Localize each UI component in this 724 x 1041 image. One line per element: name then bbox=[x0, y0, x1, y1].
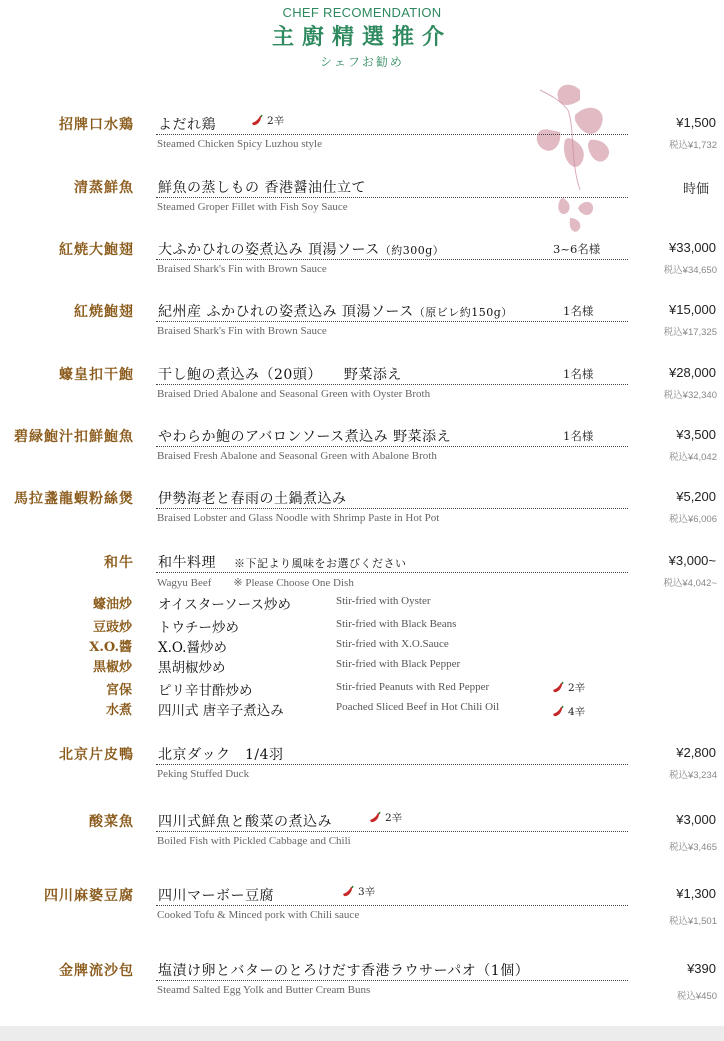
item-price: ¥3,500 bbox=[676, 427, 716, 442]
dotted-separator bbox=[156, 831, 628, 832]
item-japanese-name: よだれ鶏 bbox=[158, 117, 216, 133]
item-price: ¥3,000~ bbox=[668, 553, 716, 568]
item-price: ¥390 bbox=[687, 961, 716, 976]
dotted-separator bbox=[156, 384, 628, 385]
item-japanese-name: 北京ダック 1/4羽 bbox=[158, 747, 284, 763]
item-english-name: Steamed Chicken Spicy Luzhou style bbox=[157, 138, 322, 150]
item-english-name bbox=[157, 576, 354, 589]
option-english-name: Stir-fried with X.O.Sauce bbox=[336, 638, 449, 650]
item-price-tax-included: 税込¥32,340 bbox=[663, 390, 717, 401]
option-japanese-name: トウチー炒め bbox=[158, 620, 239, 636]
item-price-tax-included: 税込¥1,732 bbox=[668, 140, 717, 151]
item-japanese-name: 塩漬け卵とバターのとろけだす香港ラウサーパオ（1個） bbox=[158, 963, 530, 979]
item-english-name: Peking Stuffed Duck bbox=[157, 768, 250, 780]
option-english-name: Stir-fried with Oyster bbox=[336, 595, 431, 607]
item-price-tax-included: 税込¥450 bbox=[676, 991, 717, 1002]
item-serves: 1名様 bbox=[563, 429, 594, 443]
item-note: ※下記より風味をお選びください bbox=[234, 557, 407, 570]
item-chinese-name: 紅焼鮑翅 bbox=[74, 304, 134, 320]
header-english-title: CHEF RECOMENDATION bbox=[282, 5, 442, 20]
item-chinese-name: 蠔皇扣干鮑 bbox=[59, 367, 134, 383]
dotted-separator bbox=[156, 764, 628, 765]
item-english-name-text: Wagyu Beef bbox=[157, 577, 212, 589]
item-price: ¥3,000 bbox=[676, 812, 716, 827]
item-serves: 3~6名様 bbox=[553, 242, 601, 256]
item-price-tax-included: 税込¥34,650 bbox=[663, 265, 717, 276]
spicy-level-label: 2辛 bbox=[385, 812, 403, 824]
item-english-name: Braised Shark's Fin with Brown Sauce bbox=[157, 263, 327, 275]
chili-pepper-icon bbox=[341, 885, 355, 899]
item-english-note: ※ Please Choose One Dish bbox=[233, 577, 354, 589]
header-japanese-subtitle: シェフお勧め bbox=[320, 55, 404, 69]
item-english-name: Steamed Groper Fillet with Fish Soy Sauce bbox=[157, 201, 348, 213]
item-japanese-name: 伊勢海老と春雨の土鍋煮込み bbox=[158, 491, 347, 507]
item-chinese-name: 和牛 bbox=[104, 555, 134, 571]
item-english-name: Braised Fresh Abalone and Seasonal Green with Abalone Broth bbox=[157, 450, 437, 462]
option-japanese-name: 黒胡椒炒め bbox=[158, 660, 226, 676]
item-chinese-name: 金牌流沙包 bbox=[59, 963, 134, 979]
item-chinese-name: 酸菜魚 bbox=[89, 814, 134, 830]
item-chinese-name: 馬拉盞龍蝦粉絲煲 bbox=[14, 491, 134, 507]
item-english-name: Boiled Fish with Pickled Cabbage and Chili bbox=[157, 835, 351, 847]
option-english-name: Stir-fried with Black Pepper bbox=[336, 658, 461, 670]
option-english-name: Stir-fried Peanuts with Red Pepper bbox=[336, 681, 490, 693]
item-english-name: Steamd Salted Egg Yolk and Butter Cream Buns bbox=[157, 984, 371, 996]
item-chinese-name: 四川麻婆豆腐 bbox=[44, 888, 134, 904]
item-price-tax-included: 税込¥4,042~ bbox=[663, 578, 717, 589]
item-japanese-name-text: 和牛料理 bbox=[158, 555, 216, 571]
item-japanese-name bbox=[158, 552, 407, 572]
item-weight-note: （約300g） bbox=[379, 244, 445, 257]
dotted-separator bbox=[156, 905, 628, 906]
spicy-level bbox=[551, 704, 585, 719]
item-price-tax-included: 税込¥6,006 bbox=[668, 514, 717, 525]
item-price: ¥2,800 bbox=[676, 745, 716, 760]
item-japanese-name: 干し鮑の煮込み（20頭） 野菜添え bbox=[158, 367, 402, 383]
option-english-name: Stir-fried with Black Beans bbox=[336, 618, 457, 630]
item-price: ¥15,000 bbox=[669, 302, 716, 317]
item-price: ¥1,500 bbox=[676, 115, 716, 130]
item-serves: 1名様 bbox=[563, 367, 594, 381]
item-japanese-name bbox=[158, 301, 513, 321]
spicy-level-label: 4辛 bbox=[568, 706, 586, 718]
item-chinese-name: 紅焼大鮑翅 bbox=[59, 242, 134, 258]
chili-pepper-icon bbox=[551, 681, 565, 695]
dotted-separator bbox=[156, 508, 628, 509]
item-japanese-name: 鮮魚の蒸しもの 香港醤油仕立て bbox=[158, 180, 366, 196]
footer-bar bbox=[0, 1026, 724, 1041]
item-japanese-name-text: 紀州産 ふかひれの姿煮込み 頂湯ソース bbox=[158, 304, 414, 320]
item-price-tax-included: 税込¥3,234 bbox=[668, 770, 717, 781]
option-japanese-name: X.O.醤炒め bbox=[158, 640, 227, 656]
chili-pepper-icon bbox=[551, 705, 565, 719]
item-price: 時価 bbox=[682, 181, 709, 196]
item-price: ¥33,000 bbox=[669, 240, 716, 255]
item-price-tax-included: 税込¥4,042 bbox=[668, 452, 717, 463]
spicy-level-label: 3辛 bbox=[358, 886, 376, 898]
option-japanese-name: 四川式 唐辛子煮込み bbox=[158, 703, 284, 719]
flower-decoration-icon bbox=[520, 70, 630, 240]
spicy-level-label: 2辛 bbox=[267, 115, 285, 127]
spicy-level-label: 2辛 bbox=[568, 682, 586, 694]
option-english-name: Poached Sliced Beef in Hot Chili Oil bbox=[336, 701, 500, 713]
item-japanese-name: 四川マーボー豆腐 bbox=[158, 888, 274, 904]
item-price-tax-included: 税込¥17,325 bbox=[663, 327, 717, 338]
option-chinese-name: 黒椒炒 bbox=[92, 660, 132, 675]
item-english-name: Braised Lobster and Glass Noodle with Shrimp Paste in Hot Pot bbox=[157, 512, 440, 524]
item-japanese-name bbox=[158, 239, 444, 259]
item-price-tax-included: 税込¥3,465 bbox=[668, 842, 717, 853]
item-english-name: Braised Dried Abalone and Seasonal Green with Oyster Broth bbox=[157, 388, 431, 400]
item-chinese-name: 招牌口水鶏 bbox=[59, 117, 134, 133]
option-japanese-name: ピリ辛甘酢炒め bbox=[158, 683, 253, 699]
header-chinese-title: 主廚精選推介 bbox=[271, 24, 452, 50]
item-japanese-name: やわらか鮑のアバロンソース煮込み 野菜添え bbox=[158, 429, 452, 445]
chili-pepper-icon bbox=[368, 811, 382, 825]
item-japanese-name-text: 大ふかひれの姿煮込み 頂湯ソース bbox=[158, 242, 380, 258]
item-english-name: Cooked Tofu & Minced pork with Chili sauce bbox=[157, 909, 360, 921]
option-chinese-name: 蠔油炒 bbox=[92, 597, 132, 612]
dotted-separator bbox=[156, 259, 628, 260]
item-english-name: Braised Shark's Fin with Brown Sauce bbox=[157, 325, 327, 337]
option-chinese-name: 水煮 bbox=[105, 703, 132, 718]
dotted-separator bbox=[156, 980, 628, 981]
item-weight-note: （原ビレ約150g） bbox=[413, 306, 513, 319]
item-price-tax-included: 税込¥1,501 bbox=[668, 916, 717, 927]
option-chinese-name: 宮保 bbox=[105, 683, 132, 698]
spicy-level bbox=[368, 810, 402, 825]
dotted-separator bbox=[156, 572, 628, 573]
option-japanese-name: オイスターソース炒め bbox=[158, 597, 291, 613]
dotted-separator bbox=[156, 134, 628, 135]
option-chinese-name: X.O.醬 bbox=[89, 640, 132, 655]
item-japanese-name: 四川式鮮魚と酸菜の煮込み bbox=[158, 814, 332, 830]
spicy-level bbox=[551, 680, 585, 695]
item-serves: 1名様 bbox=[563, 304, 594, 318]
spicy-level bbox=[341, 884, 375, 899]
dotted-separator bbox=[156, 446, 628, 447]
item-chinese-name: 碧緑鮑汁扣鮮鮑魚 bbox=[14, 429, 134, 445]
item-chinese-name: 北京片皮鴨 bbox=[59, 747, 134, 763]
dotted-separator bbox=[156, 197, 628, 198]
item-price: ¥5,200 bbox=[676, 489, 716, 504]
chili-pepper-icon bbox=[250, 114, 264, 128]
option-chinese-name: 豆豉炒 bbox=[92, 620, 132, 635]
item-chinese-name: 清蒸鮮魚 bbox=[74, 180, 134, 196]
dotted-separator bbox=[156, 321, 628, 322]
spicy-level bbox=[250, 113, 284, 128]
item-price: ¥1,300 bbox=[676, 886, 716, 901]
item-price: ¥28,000 bbox=[669, 365, 716, 380]
